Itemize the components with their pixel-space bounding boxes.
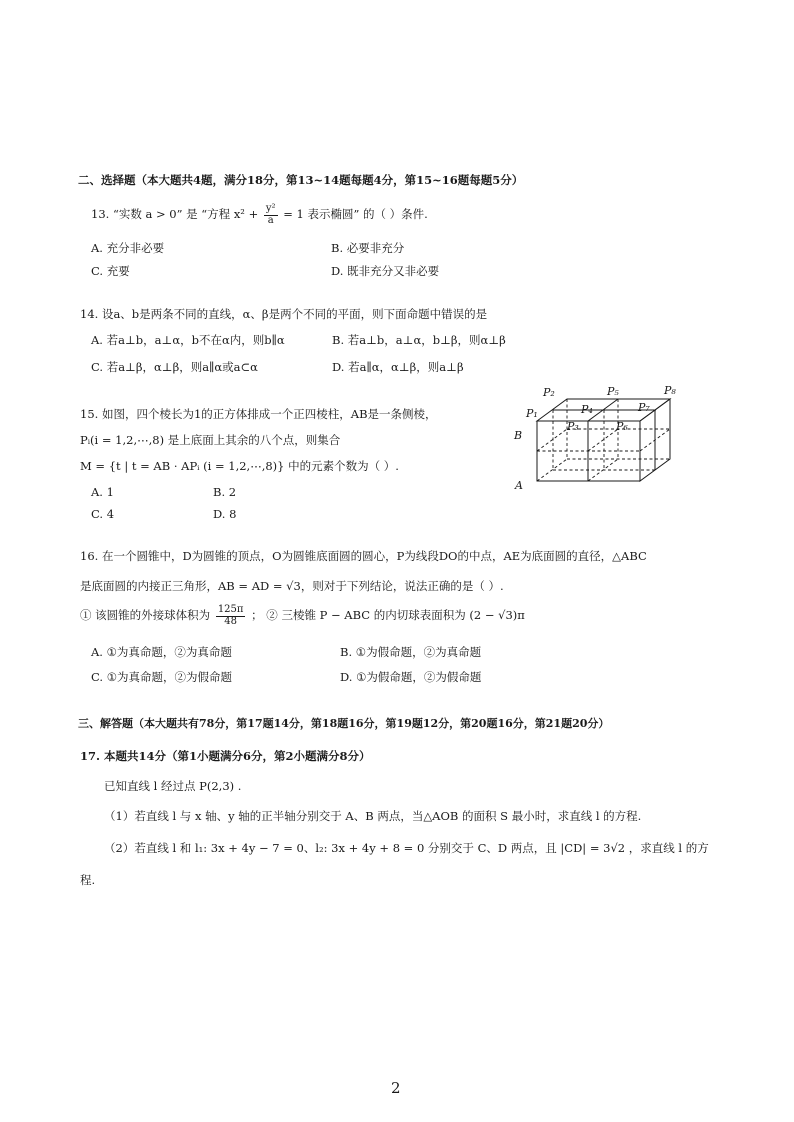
question-16-line-1: 16. 在一个圆锥中，D为圆锥的顶点，O为圆锥底面圆的圆心，P为线段DO的中点，AE为底面圆的直径，△ABC <box>80 549 647 563</box>
q13-fraction-numerator: y² <box>265 203 276 214</box>
page-number: 2 <box>391 1079 401 1097</box>
q16-option-d: D. ①为假命题，②为假命题 <box>340 670 482 684</box>
q14-option-c: C. 若a⊥β，α⊥β，则a∥α或a⊂α <box>91 360 258 374</box>
q13-stem-part-b: = 1 表示椭圆” 的（ ）条件. <box>283 207 428 221</box>
label-p1: P₁ <box>526 407 538 420</box>
q13-option-c: C. 充要 <box>91 264 130 278</box>
question-15-line-1: 15. 如图，四个棱长为1的正方体排成一个正四棱柱，AB是一条侧棱， <box>80 407 437 421</box>
q17-part-2: （2）若直线 l 和 l₁: 3x + 4y − 7 = 0、l₂: 3x + 4y + 8 = 0 分别交于 C、D 两点，且 |CD| = 3√2 ，求直线 l 的方 <box>104 841 709 855</box>
q13-option-d: D. 既非充分又非必要 <box>331 264 440 278</box>
q15-option-b: B. 2 <box>213 485 237 499</box>
prism-hidden-edge-1 <box>537 459 567 481</box>
q16-statement-2-text: ； ② 三棱锥 P − ABC 的内切球表面积为 (2 − √3)π <box>251 608 525 622</box>
q15-option-c: C. 4 <box>91 507 115 521</box>
section-2-heading: 二、选择题（本大题共4题，满分18分，第13~14题每题4分，第15~16题每题5分） <box>78 173 524 187</box>
prism-figure <box>508 380 688 495</box>
q16-option-b: B. ①为假命题，②为真命题 <box>340 645 482 659</box>
q16-statement-1-text: ① 该圆锥的外接球体积为 <box>80 608 211 622</box>
question-15-line-3: M = {t | t = AB · APᵢ (i = 1,2,⋯,8)} 中的元素个数为（ ）. <box>80 459 399 473</box>
q16-option-a: A. ①为真命题，②为真命题 <box>91 645 232 659</box>
label-p8: P₈ <box>664 384 676 397</box>
label-p4: P₄ <box>581 403 593 416</box>
q17-part-1: （1）若直线 l 与 x 轴、y 轴的正半轴分别交于 A、B 两点，当△AOB 的面积 S 最小时，求直线 l 的方程. <box>104 809 642 823</box>
q13-fraction <box>264 204 278 226</box>
label-p6: P₆ <box>616 420 628 433</box>
prism-hidden-edge-12 <box>588 429 618 451</box>
question-17-heading: 17. 本题共14分（第1小题满分6分，第2小题满分8分） <box>80 749 371 763</box>
question-16-line-2: 是底面圆的内接正三角形，AB = AD = √3，则对于下列结论，说法正确的是（ ）. <box>80 579 504 593</box>
q14-option-a: A. 若a⊥b，a⊥α，b不在α内，则b∥α <box>91 333 285 347</box>
q14-option-b: B. 若a⊥b，a⊥α，b⊥β，则α⊥β <box>332 333 506 347</box>
label-p3: P₃ <box>567 420 579 433</box>
q16-option-c: C. ①为真命题，②为假命题 <box>91 670 233 684</box>
q15-option-d: D. 8 <box>213 507 237 521</box>
label-a: A <box>515 479 523 492</box>
label-b: B <box>514 429 523 442</box>
label-p5: P₅ <box>607 385 619 398</box>
section-3-heading: 三、解答题（本大题共有78分，第17题14分，第18题16分，第19题12分，第20题16分，第21题20分） <box>78 717 610 730</box>
prism-hidden-edge-10 <box>537 429 567 451</box>
q15-option-a: A. 1 <box>91 485 114 499</box>
question-16-line-3 <box>80 605 525 627</box>
question-13-stem <box>91 204 428 226</box>
q17-given: 已知直线 l 经过点 P(2,3) . <box>104 779 242 793</box>
q13-option-a: A. 充分非必要 <box>91 241 165 255</box>
label-p2: P₂ <box>543 386 555 399</box>
q17-part-2-continued: 程. <box>80 873 96 887</box>
question-15-line-2: Pᵢ(i = 1,2,⋯,8) 是上底面上其余的八个点，则集合 <box>80 433 341 447</box>
question-14-stem: 14. 设a、b是两条不同的直线，α、β是两个不同的平面，则下面命题中错误的是 <box>80 307 488 321</box>
q16-fraction-numerator: 125π <box>217 604 244 615</box>
q13-stem-part-a: 13. “实数 a > 0” 是 “方程 x² + <box>91 207 259 221</box>
q13-fraction-denominator: a <box>267 214 274 226</box>
label-p7: P₇ <box>638 401 650 414</box>
q14-option-d: D. 若a∥α，α⊥β，则a⊥β <box>332 360 464 374</box>
q16-fraction <box>216 605 246 627</box>
q16-fraction-denominator: 48 <box>224 615 238 627</box>
q13-option-b: B. 必要非充分 <box>331 241 405 255</box>
